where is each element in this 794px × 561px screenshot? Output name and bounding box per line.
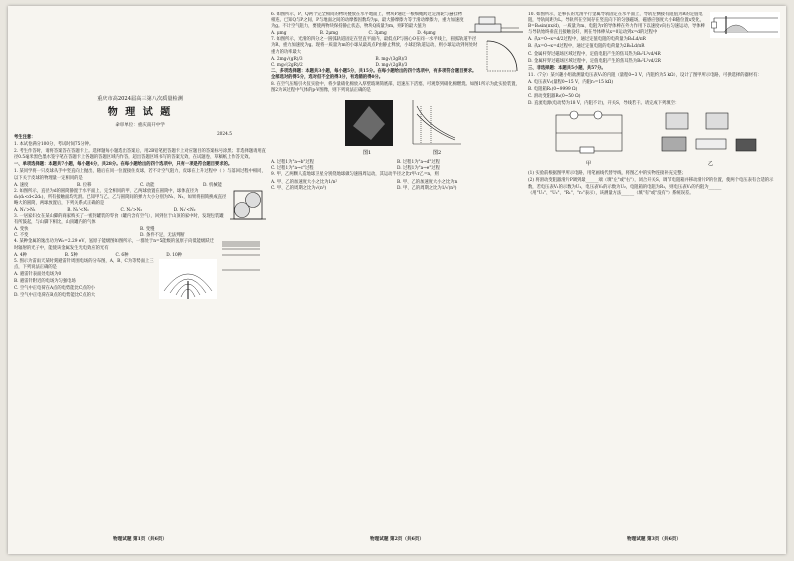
option: A. 速度 <box>14 182 29 188</box>
option: B. 变慢 <box>140 227 155 233</box>
option: A. 过程1为"a→b"过程 <box>271 160 314 166</box>
option: A. 从x=0→x=d/2过程中，通过定值电阻的电荷量为B₀Ld/πR <box>528 37 646 43</box>
exam-date: 2024.5 <box>216 132 232 137</box>
option: D. 10种 <box>166 252 183 258</box>
stacked-blocks-figure <box>469 12 523 34</box>
page-footer: 物理试题 第1页（共6页） <box>113 537 167 543</box>
option: C. 3μmg <box>368 31 387 37</box>
question-stem: 7. 如图所示，光滑的四分之一圆弧轨道固定在竖直平面内，最低点P与圆心O在同一水平线上，圆弧轨道半径为R，重力加速度为g。现将一质量为m的小球从最高点P由静止释放，小球沿轨道运动，则小球运动到何处时重力的功率最大 <box>271 37 478 55</box>
option-list <box>271 57 480 69</box>
question-stem: 10. 如图所示，足够长的光滑平行金属导轨固定在水平面上，导轨左侧接有阻值为R的定值电阻，导轨间距为L。导轨所在空间存在竖直向下的匀强磁场，磁感应强度大小B随位置x变化，B=B₀sin(πx/d)，一质量为m、电阻为r的导体棒在外力作用下以速度v向右匀速运动，导体棒与导轨始终垂直且接触良好，则在导体棒从x=0运动到x=d的过程中 <box>528 12 705 36</box>
option: D. mg√(2gR)/3 <box>375 62 408 68</box>
question-stem: 8. 在空气压缩引火仪实验中，将少量硝化棉放入厚壁玻璃筒底部，迅速压下活塞，可观察到硝化棉燃烧。如图1所示为此实验装置，图2为该过程中气体的p-V图像，则下列说法正确的是 <box>271 82 520 94</box>
option: A. N₁'>N₁ <box>14 207 36 213</box>
option: B. mg√(3gR)/3 <box>375 56 408 62</box>
option: D. 条件不足，无法判断 <box>140 233 185 239</box>
note-item: 2. 考生作答时，请将答案答在答题卡上。选择题每小题选出答案后，用2B铅笔把答题卡上对应题目的答案标号涂黑；非选择题请用直径0.5毫米黑色墨水签字笔在答题卡上各题的答题区域内作答，超出答题区域书写的答案无效，在试题卷、草稿纸上作答无效。 <box>14 149 266 161</box>
option: C. 动能 <box>140 182 155 188</box>
page-footer: 物理试题 第3页（共6页） <box>627 537 681 543</box>
question-stem: 11.（7分）某兴趣小组欲测量电压表V₁的内阻（量程0~3 V，内阻约为5 kΩ），设计了图甲所示电路，可供选择的器材有： <box>528 72 762 78</box>
option: C. 空气中正电荷在A点的电势能比C点的小 <box>14 286 96 292</box>
option: C. N₂'>N₂ <box>120 207 143 213</box>
option: C. 甲、乙的周期之比为√(n³) <box>271 185 327 191</box>
option-list <box>14 183 266 189</box>
option: B. 避雷针附近的电场为匀强电场 <box>14 279 76 284</box>
question-stem: 3. 一居家妇女在某山脚的商家购买了一密封罐装的零食（罐内含有空气），回到位于山顶的家中时，发现包装罐有所鼓起，与山脚下相比，山顶罐内的气体 <box>14 214 224 226</box>
question-part: (1) 实验前根据图甲所示电路，用笔画线代替导线，将图乙中的实物连接补充完整； <box>528 171 686 177</box>
equipment-item: A. 电压表V₂(量程0~15 V，内阻r₂=15 kΩ) <box>528 79 614 85</box>
page-footer: 物理试题 第2页（共6页） <box>370 537 424 543</box>
equipment-item: B. 电阻箱R₁(0~9999 Ω) <box>528 87 578 93</box>
fig1-caption: 图1 <box>363 150 372 157</box>
option-list <box>271 160 523 172</box>
fig-a-caption: 甲 <box>586 161 592 168</box>
option: D. 4μmg <box>417 31 436 37</box>
section-heading: 三、非选择题：本题共5小题，共57分。 <box>528 65 606 71</box>
circuit-figures <box>536 109 772 169</box>
exam-title: 物 理 试 题 <box>107 107 173 119</box>
option: A. 变快 <box>14 227 29 233</box>
option: A. μmg <box>271 31 287 37</box>
option: B. N₁'<N₁ <box>67 207 89 213</box>
piston-pv-figure <box>327 96 467 158</box>
quarter-arc-figure <box>483 37 523 73</box>
section-heading: 二、多项选择题：本题共3小题，每小题5分，共15分。在每小题给出的四个选项中，有多项符合题目要求。全部选对的得5分，选对但不全的得3分，有选错的得0分。 <box>271 68 477 80</box>
option-list <box>14 253 217 259</box>
option: B. 位移 <box>77 182 92 188</box>
option: B. 2μmg <box>319 31 338 37</box>
option: A. 2mg√(gR)/3 <box>271 56 303 62</box>
notes-heading: 考生注意： <box>14 134 36 140</box>
exam-sheet <box>8 6 786 554</box>
question-stem: 1. 某同学将一只皮球从手中竖直向上抛出，随后在同一位置接住皮球，若不计空气阻力，皮球在上升过程中（ ）与落回过程中相同，以下关于皮球的物理量一定相同的是 <box>14 169 266 181</box>
page-3 <box>528 12 780 548</box>
option: D. 机械能 <box>203 182 222 188</box>
option: D. N₂'<N₂ <box>173 207 196 213</box>
option: B. 甲、乙的加速度大小之比为n <box>397 179 458 185</box>
energy-level-figure <box>220 239 266 273</box>
question-stem: 9. 甲、乙两颗人造地球卫星分别绕地球做匀速圆周运动，其运动半径之比r甲:r乙=n，则 <box>271 172 439 178</box>
question-stem: 6. 如图所示，P、Q两个完全相同的物块叠放在水平地面上，物块P通过一根细绳跨过定滑轮与悬挂物相连。已知Q与P之间、P与地面之间的动摩擦因数均为μ，最大静摩擦力等于滑动摩擦力，重力加速度为g。不计空气阻力，要使两物块保持静止状态，物块Q质量为m，则F的最大值为 <box>271 12 464 30</box>
option: C. 过程1为"a→c"过程 <box>271 166 314 172</box>
exam-setter: 命审单位：重庆南开中学 <box>115 122 165 128</box>
lightning-rod-figure <box>159 259 217 299</box>
option: C. mg√(2gR)/2 <box>271 62 303 68</box>
option: B. 从x=0→x=d过程中，通过定值电阻的电荷量为2B₀Ld/πR <box>528 44 645 50</box>
question-stem: 5. 图示为雷雨天某时刻避雷针周围电场的分布图，A、B、C为等势面上三点，下列说法正确的是 <box>14 258 154 270</box>
page-2 <box>271 12 523 548</box>
option: D. 金属杆穿过磁场区域过程中，定值电阻产生的焦耳热为B₀²L²vd/2R <box>528 58 661 64</box>
option: D. 空气中正电荷在B点的电势能比C点的大 <box>14 293 96 299</box>
option: A. 4种 <box>14 252 27 258</box>
option: C. 6种 <box>115 252 129 258</box>
option-list <box>14 227 266 239</box>
cylinder-balls-figure <box>230 189 266 221</box>
equipment-item: D. 直流电源(电动势为18 V，内阻不计)，开关S，导线若干。请完成下列填空： <box>528 101 680 107</box>
option: D. 过程1为"a→e"过程 <box>397 166 440 172</box>
fig2-caption: 图2 <box>433 150 442 157</box>
exam-name: 重庆市高2024届高三第八次质量检测 <box>97 96 183 102</box>
option: C. 不变 <box>14 233 29 239</box>
question-stem: 4. 某种金属的逸出功为W₀=2.29 eV，氢原子能级图如图所示，一群处于n=5能级的氢原子向低能级跃迁时辐射的光子中，能使该金属发生光电效应的光有 <box>14 239 214 251</box>
option: D. 甲、乙的周期之比为1/√(n³) <box>397 185 457 191</box>
equipment-item: C. 滑动变阻器R₂(0~50 Ω) <box>528 94 581 100</box>
fig-b-caption: 乙 <box>708 161 714 168</box>
page-1 <box>14 12 266 548</box>
option: A. 避雷针表面处电场为0 <box>14 271 62 277</box>
option: A. 甲、乙的加速度大小之比为1/n² <box>271 179 338 185</box>
question-stem: 2. 如图所示，直径为d的圆筒静置于水平面上，完全相同的甲、乙两球放置在圆筒中，球体直径为d₁(d₁<d<2d₁)，所有接触面均光滑。已知甲与乙、乙与圆筒间的弹力大小分别为N₁、N₂，如果将圆筒换成直径略大的圆筒，两球放置后，下列关系式正确的是 <box>14 188 227 206</box>
option: B. 过程1为"a→d"过程 <box>397 160 440 166</box>
option: B. 5种 <box>64 252 78 258</box>
section-heading: 一、单项选择题：本题共7小题，每小题4分，共28分。在每小题给出的四个选项中，只有一项是符合题目要求的。 <box>14 162 233 168</box>
question-part: (2) 将滑动变阻器滑片P调到最______端（填"左"或"右"），闭合开关S，调节电阻箱并移动滑片P的位置，使两个电压表有合适的示数，若电压表V₁的示数为U₁，电压表V₂的示数为U₂，电阻箱的电阻为R₁，则电压表V₁的内阻为______（用"U₁"、"U₂"、"R₁"、"r₂"表示），该测量方法______（填"有"或"没有"）系统误差。 <box>528 178 774 196</box>
option-list <box>271 180 523 192</box>
rails-magnetic-field-figure <box>710 12 780 38</box>
option: C. 金属杆穿过磁场区域过程中，定值电阻产生的焦耳热为B₀²L²vd/4R <box>528 51 661 57</box>
note-item: 1. 本试卷满分100分，考试时间75分钟。 <box>14 142 94 148</box>
